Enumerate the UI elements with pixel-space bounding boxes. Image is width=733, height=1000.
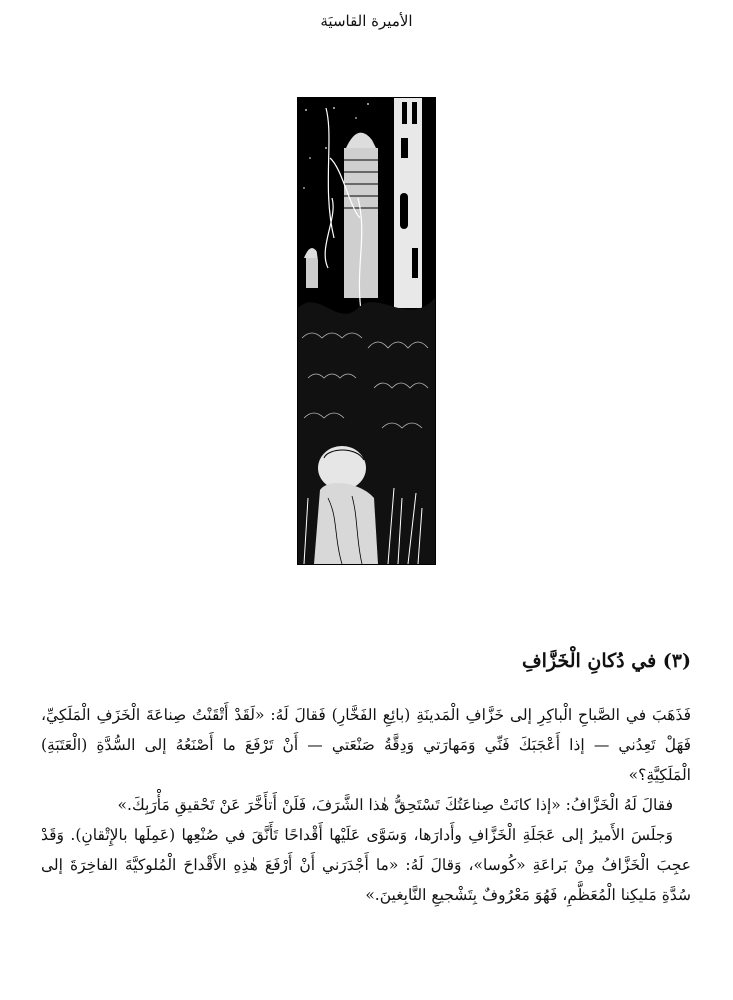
paragraph-3: وَجلَسَ الأَميرُ إلى عَجَلَةِ الْخَزَّافِ وأَدارَها، وَسَوَّى عَلَيْها أَقْداحًا تَأَنَّقَ في صُنْعِها (عَمِلَها بالإِتْقانِ). وَقَدْ عجِبَ الْخَزَّافُ مِنْ بَراعَةِ «كُوسا»، وَقالَ لَهُ: «ما أَجْدَرَني أَنْ أَرْفَعَ هٰذِهِ الأَقْداحَ الْمُلوكيَّةَ الفاخِرَةَ إلى سُدَّةِ مَليكِنا الْمُعَظَّمِ، فَهُوَ مَعْرُوفٌ بِتَشْجيعِ النَّابِغينَ.» (41, 826, 691, 904)
paragraph-1: فَذَهَبَ في الصَّباحِ الْباكِرِ إلى خَزَّافِ الْمَدينَةِ (بائِعِ الفَخَّارِ) فَقالَ لَهُ: «لَقَدْ أَتْقَنْتُ صِناعَةَ الْخَزَفِ الْمَلَكِيِّ، فَهَلْ تَعِدُني — إذا أَعْجَبَكَ فَنِّي وَمَهارَتي وَدِقَّةُ صَنْعَتي — أَنْ تَرْفَعَ ما أَصْنَعُهُ إلى السُّدَّةِ (الْعَتَبَةِ) الْمَلَكِيَّةِ؟» (41, 706, 691, 784)
body-text (41, 700, 691, 910)
illustration (297, 97, 436, 565)
running-header: الأميرة القاسيَة (320, 12, 413, 30)
chapter-heading: (٣) في دُكانِ الْخَزَّافِ (521, 650, 691, 672)
paragraph-2: فقالَ لَهُ الْخَزَّافُ: «إذا كانَتْ صِناعَتُكَ تَسْتَحِقُّ هٰذا الشَّرَفَ، فَلَنْ أَتأَخَّرَ عَنْ تَحْقيقِ مَأْرَبِكَ.» (117, 796, 673, 814)
illustration-drawing (298, 98, 435, 564)
